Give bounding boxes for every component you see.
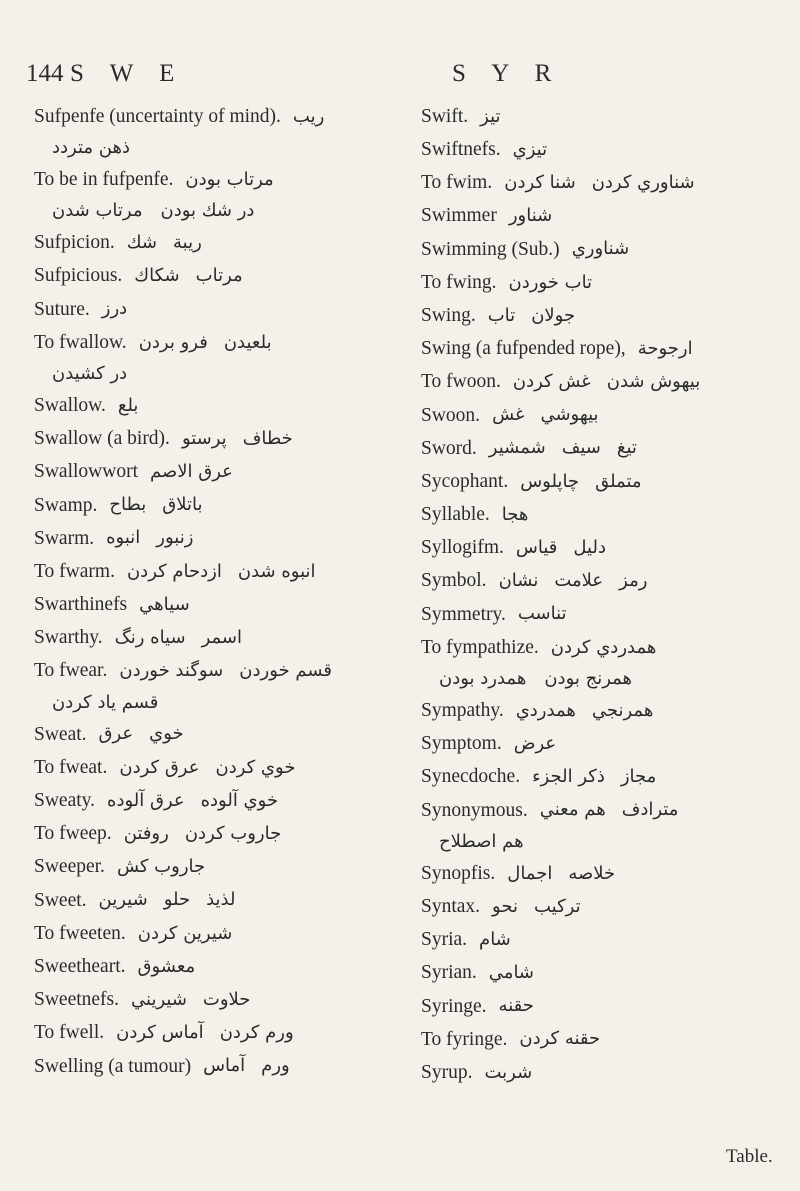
entry-headword: Sweaty.	[34, 790, 96, 812]
dictionary-entry	[34, 196, 404, 226]
entry-headword: To be in fufpenfe.	[34, 169, 174, 191]
entry-headword: To fwarm.	[34, 560, 115, 582]
entry-headword: Swelling (a tumour)	[34, 1055, 192, 1077]
entry-headword: Sympathy.	[421, 700, 504, 722]
entry-translation: شمشير	[488, 437, 546, 459]
entry-headword: To fweeten.	[34, 922, 126, 944]
dictionary-entry	[421, 531, 781, 564]
entry-translation: همدردي کردن	[550, 636, 657, 658]
entry-translation: جاروب کش	[116, 856, 206, 878]
left-column	[34, 100, 404, 1083]
entry-headword: Syringe.	[421, 995, 487, 1017]
entry-headword: Sycophant.	[421, 470, 509, 492]
entry-translation: رمز	[619, 570, 648, 592]
entry-headword: Swamp.	[34, 494, 98, 516]
entry-translation: تيز	[480, 105, 501, 127]
entry-headword: Syrup.	[421, 1061, 473, 1083]
entry-translation: شيرين	[98, 889, 148, 911]
entry-translation: خوي کردن	[215, 756, 296, 778]
entry-headword: Symptom.	[421, 733, 502, 755]
entry-translation: نشان	[498, 570, 539, 592]
dictionary-entry	[421, 727, 781, 760]
dictionary-entry	[34, 389, 404, 422]
dictionary-entry	[34, 1050, 404, 1083]
entry-translation: شكاك	[134, 265, 180, 287]
entry-headword: Sufpicious.	[34, 265, 123, 287]
entry-translation: ريب	[292, 105, 325, 127]
dictionary-entry	[421, 166, 781, 199]
entry-headword: Sweetheart.	[34, 955, 126, 977]
entry-translation: ازدحام کردن	[126, 560, 222, 582]
entry-translation: بيهوش شدن	[606, 371, 701, 393]
dictionary-entry	[34, 718, 404, 751]
entry-translation: قسم خوردن	[239, 660, 332, 682]
entry-translation: شك	[126, 231, 157, 253]
entry-translation: غش کردن	[512, 371, 591, 393]
dictionary-entry	[421, 200, 781, 233]
entry-headword: To fympathize.	[421, 636, 539, 658]
entry-translation: حلو	[163, 889, 191, 911]
dictionary-entry	[34, 688, 404, 718]
entry-headword: Synecdoche.	[421, 766, 521, 788]
dictionary-entry	[421, 664, 781, 694]
entry-translation: همدردي	[515, 699, 576, 721]
entry-translation: ترکيب	[533, 895, 581, 917]
entry-translation: پرستو	[181, 427, 227, 449]
entry-translation: آماس کردن	[116, 1022, 204, 1044]
dictionary-entry	[34, 588, 404, 621]
entry-translation: عرق الاصم	[150, 461, 233, 483]
entry-translation: خوي آلوده	[200, 789, 279, 811]
dictionary-entry	[34, 1017, 404, 1050]
entry-translation: قسم ياد کردن	[52, 691, 159, 713]
entry-translation: لذيذ	[206, 889, 236, 911]
entry-translation: شربت	[484, 1061, 533, 1083]
dictionary-entry	[421, 399, 781, 432]
entry-translation: عرض	[513, 732, 557, 754]
dictionary-entry	[421, 923, 781, 956]
dictionary-entry	[34, 260, 404, 293]
entry-headword: Suture.	[34, 298, 90, 320]
entry-translation: هم معني	[539, 799, 606, 821]
dictionary-entry	[421, 432, 781, 465]
entry-headword: Syrian.	[421, 962, 477, 984]
entry-translation: اسمر	[201, 627, 242, 649]
entry-headword: Swallow.	[34, 394, 106, 416]
entry-headword: To fwear.	[34, 660, 108, 682]
entry-translation: خلاصه	[568, 862, 616, 884]
entry-translation: تيزي	[512, 138, 548, 160]
dictionary-entry	[34, 751, 404, 784]
entry-translation: شناور	[508, 205, 553, 227]
dictionary-entry	[421, 598, 781, 631]
entry-translation: همرنج بودن	[544, 668, 633, 690]
page-number: 144	[26, 60, 64, 87]
entry-headword: To fwoon.	[421, 371, 501, 393]
entry-translation: جولان	[531, 304, 576, 326]
entry-translation: حلاوت	[202, 988, 251, 1010]
entry-translation: فرو بردن	[138, 331, 208, 353]
entry-translation: اجمال	[507, 862, 553, 884]
dictionary-entry	[34, 133, 404, 163]
entry-translation: مرتاب شدن	[52, 200, 143, 222]
running-head-left: S W E	[70, 60, 185, 87]
dictionary-entry	[34, 655, 404, 688]
entry-headword: Swarthinefs	[34, 594, 128, 616]
dictionary-entry	[421, 133, 781, 166]
entry-headword: Swoon.	[421, 404, 481, 426]
entry-translation: عرق کردن	[119, 756, 200, 778]
dictionary-entry	[34, 817, 404, 850]
entry-translation: سياه رنگ	[114, 627, 186, 649]
entry-headword: Swift.	[421, 105, 469, 127]
entry-headword: Swimmer	[421, 205, 497, 227]
entry-translation: انبوه	[106, 527, 141, 549]
dictionary-entry	[421, 957, 781, 990]
dictionary-entry	[421, 299, 781, 332]
dictionary-entry	[421, 990, 781, 1023]
dictionary-entry	[421, 761, 781, 794]
entry-translation: ذکر الجزء	[532, 766, 605, 788]
dictionary-entry	[421, 332, 781, 365]
dictionary-entry	[34, 983, 404, 1016]
entry-translation: تيغ	[616, 437, 637, 459]
entry-headword: Sword.	[421, 437, 477, 459]
entry-headword: Symbol.	[421, 570, 487, 592]
entry-translation: حقنه کردن	[519, 1028, 601, 1050]
entry-headword: Sweat.	[34, 723, 87, 745]
dictionary-entry	[34, 489, 404, 522]
entry-headword: Sufpicion.	[34, 232, 115, 254]
entry-headword: Synonymous.	[421, 799, 528, 821]
entry-translation: بيهوشي	[540, 404, 599, 426]
entry-translation: قياس	[515, 537, 558, 559]
running-head	[0, 60, 800, 90]
entry-headword: Sweeper.	[34, 856, 105, 878]
entry-translation: هجا	[501, 503, 529, 525]
entry-headword: Sweet.	[34, 889, 87, 911]
entry-translation: چاپلوس	[520, 470, 580, 492]
entry-translation: حقنه	[498, 995, 534, 1017]
entry-translation: همرنجي	[591, 699, 654, 721]
dictionary-entry	[34, 917, 404, 950]
entry-translation: شيرين کردن	[137, 922, 233, 944]
entry-headword: Sufpenfe (uncertainty of mind).	[34, 105, 281, 127]
entry-headword: Swarm.	[34, 527, 95, 549]
dictionary-entry	[34, 456, 404, 489]
entry-translation: شنا کردن	[504, 171, 576, 193]
entry-translation: ورم	[261, 1055, 290, 1077]
dictionary-entry	[421, 794, 781, 827]
dictionary-entry	[34, 326, 404, 359]
entry-translation: شناوري کردن	[591, 171, 695, 193]
entry-translation: درز	[101, 298, 128, 320]
dictionary-entry	[34, 100, 404, 133]
entry-headword: Swimming (Sub.)	[421, 238, 560, 260]
entry-translation: ورم کردن	[219, 1022, 294, 1044]
dictionary-entry	[34, 226, 404, 259]
entry-translation: بطاح	[109, 494, 147, 516]
entry-translation: علامت	[554, 570, 604, 592]
dictionary-entry	[421, 266, 781, 299]
dictionary-entry	[34, 884, 404, 917]
entry-translation: همدرد بودن	[439, 668, 527, 690]
entry-headword: To fwell.	[34, 1022, 105, 1044]
entry-translation: ريبة	[172, 231, 202, 253]
dictionary-entry	[34, 293, 404, 326]
entry-translation: عرق	[98, 723, 134, 745]
entry-headword: Swarthy.	[34, 627, 103, 649]
dictionary-entry	[34, 163, 404, 196]
entry-translation: بلع	[117, 394, 139, 416]
entry-translation: سياهي	[139, 593, 190, 615]
entry-headword: Swallow (a bird).	[34, 428, 170, 450]
entry-headword: Symmetry.	[421, 603, 506, 625]
right-column	[421, 100, 781, 1089]
entry-headword: Syllable.	[421, 504, 490, 526]
entry-translation: تناسب	[517, 603, 567, 625]
dictionary-entry	[34, 555, 404, 588]
catchword: Table.	[726, 1146, 773, 1167]
entry-translation: زنبور	[156, 527, 194, 549]
dictionary-entry	[421, 631, 781, 664]
entry-translation: انبوه شدن	[237, 560, 316, 582]
entry-translation: شيريني	[131, 988, 187, 1010]
dictionary-entry	[421, 890, 781, 923]
entry-translation: بلعيدن	[223, 331, 272, 353]
dictionary-entry	[421, 100, 781, 133]
entry-translation: سوگند خوردن	[119, 660, 224, 682]
entry-translation: تاب	[487, 304, 516, 326]
dictionary-entry	[34, 422, 404, 455]
entry-translation: آماس	[203, 1055, 246, 1077]
dictionary-entry	[421, 694, 781, 727]
entry-translation: مرتاب بودن	[185, 168, 274, 190]
running-head-right: S Y R	[452, 60, 562, 87]
entry-translation: تاب خوردن	[508, 271, 593, 293]
dictionary-entry	[34, 784, 404, 817]
entry-translation: سيف	[561, 437, 601, 459]
entry-translation: ذهن متردد	[52, 137, 130, 159]
dictionary-entry	[421, 857, 781, 890]
dictionary-entry	[421, 827, 781, 857]
entry-translation: در کشيدن	[52, 363, 128, 385]
dictionary-entry	[34, 621, 404, 654]
dictionary-entry	[421, 1023, 781, 1056]
entry-translation: خطاف	[242, 427, 293, 449]
entry-translation: روفتن	[123, 822, 169, 844]
dictionary-entry	[421, 465, 781, 498]
entry-translation: مترادف	[621, 799, 679, 821]
entry-translation: غش	[492, 404, 525, 426]
entry-headword: Syntax.	[421, 895, 481, 917]
dictionary-entry	[34, 359, 404, 389]
entry-translation: خوي	[149, 723, 184, 745]
dictionary-entry	[421, 498, 781, 531]
dictionary-entry	[421, 233, 781, 266]
entry-headword: Swiftnefs.	[421, 139, 501, 161]
entry-translation: شامي	[488, 962, 535, 984]
entry-headword: Swing (a fufpended rope),	[421, 338, 626, 360]
dictionary-entry	[421, 366, 781, 399]
dictionary-entry	[421, 1056, 781, 1089]
entry-headword: Swing.	[421, 304, 476, 326]
entry-headword: Synopfis.	[421, 862, 496, 884]
entry-translation: دليل	[573, 537, 606, 559]
entry-translation: هم اصطلاح	[439, 830, 524, 852]
entry-translation: نحو	[492, 895, 518, 917]
entry-headword: Swallowwort	[34, 461, 138, 483]
entry-translation: جاروب کردن	[184, 822, 282, 844]
entry-translation: معشوق	[137, 955, 196, 977]
entry-headword: To fwallow.	[34, 331, 127, 353]
entry-headword: To fwing.	[421, 271, 497, 293]
entry-translation: شام	[479, 928, 511, 950]
dictionary-entry	[34, 851, 404, 884]
entry-translation: شناوري	[571, 238, 630, 260]
entry-translation: مجاز	[620, 766, 657, 788]
entry-translation: باتلاق	[162, 494, 203, 516]
dictionary-entry	[421, 565, 781, 598]
entry-headword: To fyringe.	[421, 1028, 508, 1050]
entry-headword: To fweat.	[34, 756, 108, 778]
entry-translation: در شك بودن	[160, 200, 255, 222]
entry-headword: Syria.	[421, 929, 468, 951]
entry-translation: ارجوحة	[637, 337, 693, 359]
dictionary-entry	[34, 522, 404, 555]
dictionary-entry	[34, 950, 404, 983]
entry-translation: عرق آلوده	[107, 789, 185, 811]
entry-headword: Sweetnefs.	[34, 989, 120, 1011]
entry-headword: To fweep.	[34, 823, 112, 845]
entry-headword: To fwim.	[421, 172, 493, 194]
entry-headword: Syllogifm.	[421, 537, 504, 559]
entry-translation: متملق	[595, 470, 642, 492]
entry-translation: مرتاب	[195, 265, 243, 287]
